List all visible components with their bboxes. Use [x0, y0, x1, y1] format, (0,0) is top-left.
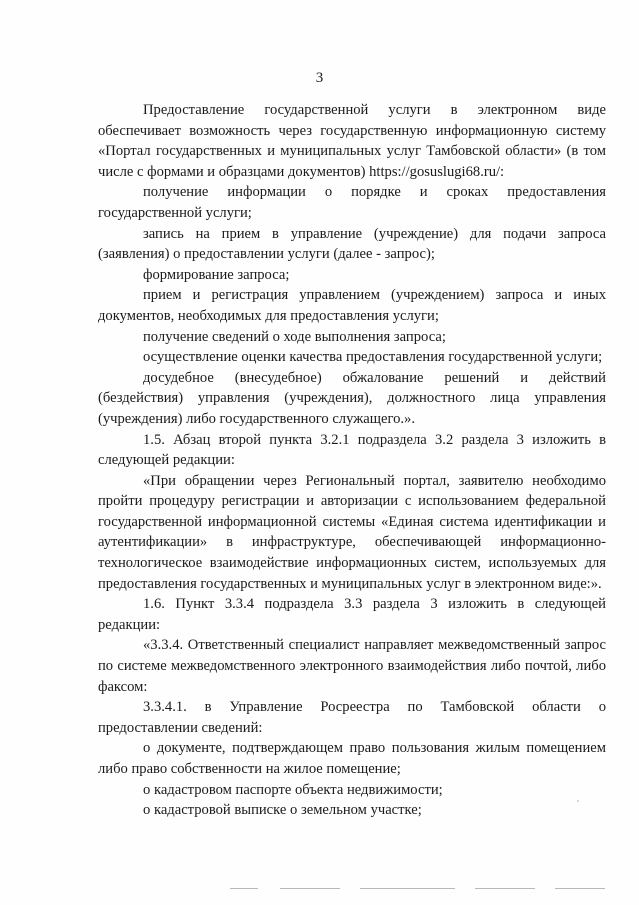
paragraph-list-item-cadastral-passport: о кадастровом паспорте объекта недвижимости;	[143, 781, 443, 798]
scan-artifact-lines	[230, 888, 610, 890]
paragraph-list-item-registration: прием и регистрация управлением (учреждением) запроса и иных документов, необходимых для предоставления услуги;	[98, 287, 606, 324]
page-number: 3	[315, 70, 324, 86]
scan-line	[555, 888, 605, 889]
paragraph-list-item-document-right: о документе, подтверждающем право пользования жилым помещением либо право собственности на жилое помещение;	[98, 740, 606, 777]
paragraph-item-3-3-4-1: 3.3.4.1. в Управление Росреестра по Тамбовской области о предоставлении сведений:	[98, 699, 606, 736]
paragraph-list-item-cadastral-extract: о кадастровой выписке о земельном участке;	[143, 802, 422, 819]
scan-line	[280, 888, 340, 889]
paragraph-list-item-quality: осуществление оценки качества предоставления государственной услуги;	[143, 349, 603, 366]
paragraph-regional-portal: «При обращении через Региональный портал, заявителю необходимо пройти процедуру регистрации и авторизации с использованием федеральной государственной информационной системы «Единая система идентификации и аутентификации» в инфраструктуре, обеспечивающей информационно-технологическое взаимодействие информационных систем, используемых для предоставления государственных и муниципальных услуг в электронном виде:».	[98, 472, 606, 592]
paragraph-list-item-status: получение сведений о ходе выполнения запроса;	[143, 328, 446, 345]
scan-line	[475, 888, 535, 889]
document-body	[98, 100, 606, 821]
scan-speck	[577, 800, 579, 802]
paragraph-list-item-request-forming: формирование запроса;	[143, 266, 290, 283]
paragraph-item-3-3-4: «3.3.4. Ответственный специалист направляет межведомственный запрос по системе межведомственного электронного взаимодействия либо почтой, либо факсом:	[98, 637, 606, 695]
scan-line	[230, 888, 258, 889]
paragraph-electronic-services-intro: Предоставление государственной услуги в электронном виде обеспечивает возможность через государственную информационную систему «Портал государственных и муниципальных услуг Тамбовской области» (в том числе с формами и образцами документов) https://gosuslugi68.ru/:	[98, 102, 606, 180]
scan-line	[360, 888, 455, 889]
paragraph-list-item-appointment: запись на прием в управление (учреждение) для подачи запроса (заявления) о предоставлении услуги (далее - запрос);	[98, 225, 606, 263]
paragraph-list-item-info: получение информации о порядке и сроках предоставления государственной услуги;	[98, 184, 606, 221]
paragraph-amendment-1-5: 1.5. Абзац второй пункта 3.2.1 подраздела 3.2 раздела 3 изложить в следующей редакции:	[98, 431, 606, 469]
paragraph-amendment-1-6: 1.6. Пункт 3.3.4 подраздела 3.3 раздела 3 изложить в следующей редакции:	[98, 596, 606, 633]
paragraph-list-item-appeal: досудебное (внесудебное) обжалование решений и действий (бездействия) управления (учреждения), должностного лица управления (учреждения) либо государственного служащего.».	[98, 369, 606, 427]
